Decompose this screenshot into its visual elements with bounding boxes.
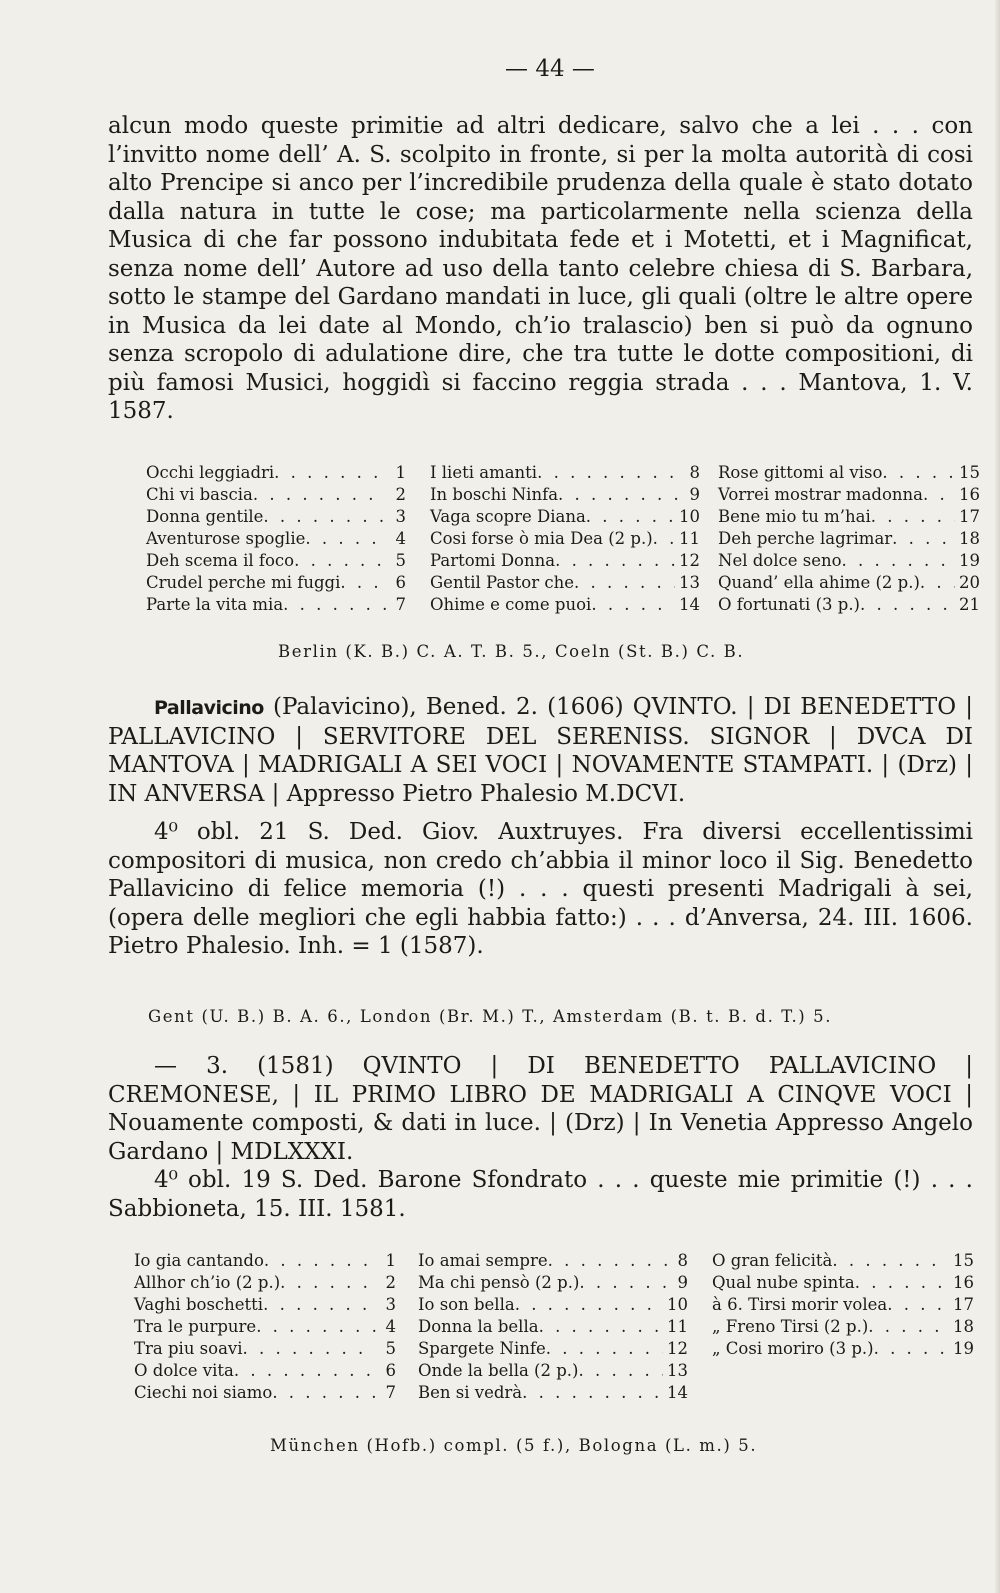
piece-title: Nel dolce seno [718, 551, 842, 570]
leader-dots [539, 1316, 663, 1338]
piece-title: Occhi leggiadri [146, 463, 275, 482]
piece-title: Io gia cantando [134, 1251, 264, 1270]
leader-dots [537, 462, 680, 484]
piece-title: „ Freno Tirsi (2 p.) [712, 1317, 869, 1336]
title-transcription: (Palavicino), Bened. 2. (1606) QVINTO. | DI BENEDETTO | PALLAVICINO | SERVITORE DEL SERENISS. SIGNOR | DVCA DI MANTOVA | MADRIGALI A SEI VOCI | NOVAMENTE STAMPATI. | (Drz) | IN ANVERSA | Appresso Pietro Phalesio M.DCVI. [108, 694, 973, 807]
index-entry [718, 594, 980, 616]
leader-dots [558, 484, 680, 506]
index-entry [430, 572, 700, 594]
dedication-text: alcun modo queste primitie ad altri dedicare, salvo che a lei . . . con l’invitto nome dell’ A. S. scolpito in fronte, si per la molta autorità di cosi alto Prencipe si anco per l’incredibile prudenza della quale è stato dotato dalla natura in tutte le cose; ma particolarmente nella scienza della Musica di che far possono indubitata fede et i Motetti, et i Magnificat, senza nome dell’ Autore ad uso della tanto celebre chiesa di S. Barbara, sotto le stampe del Gardano mandati in luce, gli quali (oltre le altre opere in Musica da lei date al Mondo, ch’io tralascio) ben si può da ognuno senza scropolo di adulatione dire, che tra tutte le dotte compositioni, di più famosi Musici, hoggidì si faccino reggia strada . . . Mantova, 1. V. 1587. [108, 113, 973, 424]
piece-number: 19 [953, 1339, 974, 1358]
piece-title: Onde la bella (2 p.) [418, 1361, 579, 1380]
index-column-1 [134, 1250, 396, 1404]
leader-dots [305, 528, 386, 550]
leader-dots [887, 1294, 949, 1316]
piece-title: Vaghi boschetti [134, 1295, 264, 1314]
index-column-2 [430, 462, 700, 616]
piece-number: 16 [959, 485, 980, 504]
piece-number: 15 [953, 1251, 974, 1270]
leader-dots [860, 594, 955, 616]
index-entry [418, 1316, 688, 1338]
leader-dots [253, 484, 386, 506]
leader-dots [871, 506, 955, 528]
piece-title: Deh perche lagrimar [718, 529, 893, 548]
leader-dots [920, 572, 955, 594]
piece-number: 13 [667, 1361, 688, 1380]
leader-dots [555, 550, 675, 572]
index-entry [146, 528, 406, 550]
entry-heading [108, 693, 973, 808]
index-entry [712, 1338, 974, 1360]
piece-number: 15 [959, 463, 980, 482]
piece-number: 4 [385, 1317, 396, 1336]
index-entry [418, 1272, 688, 1294]
piece-title: Aventurose spoglie [146, 529, 306, 548]
piece-number: 12 [679, 551, 700, 570]
leader-dots [264, 1250, 376, 1272]
index-entry [134, 1272, 396, 1294]
leader-dots [522, 1382, 663, 1404]
leader-dots [586, 506, 675, 528]
piece-number: 14 [667, 1383, 688, 1402]
index-entry [430, 484, 700, 506]
leader-dots [591, 594, 675, 616]
index-entry [418, 1250, 688, 1272]
index-entry [430, 550, 700, 572]
piece-number: 2 [395, 485, 406, 504]
leader-dots [574, 572, 675, 594]
piece-title: Quand’ ella ahime (2 p.) [718, 573, 920, 592]
piece-title: Bene mio tu m’hai [718, 507, 871, 526]
piece-number: 9 [689, 485, 700, 504]
piece-number: 14 [679, 595, 700, 614]
piece-title: O gran felicità [712, 1251, 833, 1270]
index-entry [418, 1294, 688, 1316]
index-column-3 [712, 1250, 974, 1360]
leader-dots [842, 550, 955, 572]
leader-dots [263, 506, 386, 528]
leader-dots [274, 462, 386, 484]
index-entry [718, 550, 980, 572]
piece-number: 17 [953, 1295, 974, 1314]
piece-number: 18 [959, 529, 980, 548]
index-entry [134, 1338, 396, 1360]
piece-number: 1 [395, 463, 406, 482]
piece-number: 13 [679, 573, 700, 592]
index-column-1 [146, 462, 406, 616]
leader-dots [272, 1382, 376, 1404]
piece-number: 9 [677, 1273, 688, 1292]
piece-title: O fortunati (3 p.) [718, 595, 860, 614]
index-entry [718, 484, 980, 506]
piece-number: 10 [679, 507, 700, 526]
entry-description: 4⁰ obl. 21 S. Ded. Giov. Auxtruyes. Fra diversi eccellentissimi compositori di musica, non credo ch’abbia il minor loco il Sig. Benedetto Pallavicino di felice memoria (!) . . . questi presenti Madrigali à sei, (opera delle megliori che egli habbia fatto:) . . . d’Anversa, 24. III. 1606. Pietro Phalesio. Inh. = 1 (1587). [108, 819, 973, 959]
leader-dots [855, 1272, 949, 1294]
leader-dots [515, 1294, 663, 1316]
index-entry [134, 1382, 396, 1404]
leader-dots [832, 1250, 949, 1272]
index-entry [712, 1250, 974, 1272]
leader-dots [579, 1272, 668, 1294]
index-column-3 [718, 462, 980, 616]
piece-number: 11 [679, 529, 700, 548]
piece-title: Donna la bella [418, 1317, 539, 1336]
index-entry [146, 594, 406, 616]
piece-number: 6 [385, 1361, 396, 1380]
index-entry [712, 1316, 974, 1338]
leader-dots [294, 550, 386, 572]
index-entry [134, 1360, 396, 1382]
piece-number: 5 [395, 551, 406, 570]
leader-dots [653, 528, 675, 550]
leader-dots [548, 1250, 668, 1272]
index-entry [146, 506, 406, 528]
piece-number: 7 [395, 595, 406, 614]
piece-title: O dolce vita [134, 1361, 234, 1380]
piece-title: Ma chi pensò (2 p.) [418, 1273, 580, 1292]
piece-number: 5 [385, 1339, 396, 1358]
piece-title: Crudel perche mi fuggi [146, 573, 341, 592]
index-column-2 [418, 1250, 688, 1404]
dedication-continuation [108, 112, 973, 426]
piece-number: 21 [959, 595, 980, 614]
leader-dots [263, 1294, 376, 1316]
entry-pallavicino-1606 [108, 693, 973, 961]
piece-title: Vorrei mostrar madonna [718, 485, 924, 504]
index-entry [718, 572, 980, 594]
piece-title: Io son bella [418, 1295, 515, 1314]
leader-dots [874, 1338, 949, 1360]
author-name: Pallavicino [154, 697, 264, 719]
leader-dots [234, 1360, 376, 1382]
index-entry [146, 550, 406, 572]
index-entry [418, 1338, 688, 1360]
leader-dots [892, 528, 955, 550]
piece-number: 3 [395, 507, 406, 526]
index-entry [430, 528, 700, 550]
piece-number: 19 [959, 551, 980, 570]
piece-title: Ciechi noi siamo [134, 1383, 273, 1402]
index-entry [418, 1360, 688, 1382]
piece-title: „ Cosi moriro (3 p.) [712, 1339, 874, 1358]
piece-title: Donna gentile [146, 507, 264, 526]
piece-title: Rose gittomi al viso [718, 463, 883, 482]
piece-number: 2 [385, 1273, 396, 1292]
index-entry [146, 484, 406, 506]
piece-title: Ohime e come puoi [430, 595, 592, 614]
piece-title: Io amai sempre [418, 1251, 548, 1270]
piece-title: Chi vi bascia [146, 485, 253, 504]
index-entry [134, 1316, 396, 1338]
index-entry [718, 462, 980, 484]
entry-description: 4⁰ obl. 19 S. Ded. Barone Sfondrato . . . queste mie primitie (!) . . . Sabbioneta, 15. III. 1581. [108, 1167, 973, 1222]
piece-title: In boschi Ninfa [430, 485, 559, 504]
index-entry [718, 528, 980, 550]
index-entry [712, 1272, 974, 1294]
piece-title: Cosi forse ò mia Dea (2 p.) [430, 529, 653, 548]
entry-heading: — 3. (1581) QVINTO | DI BENEDETTO PALLAVICINO | CREMONESE, | IL PRIMO LIBRO DE MADRIGALI A CINQVE VOCI | Nouamente composti, & dati in luce. | (Drz) | In Venetia Appresso Angelo Gardano | MDLXXXI. [108, 1053, 973, 1165]
piece-number: 18 [953, 1317, 974, 1336]
piece-number: 8 [689, 463, 700, 482]
piece-title: Gentil Pastor che [430, 573, 574, 592]
index-entry [430, 462, 700, 484]
entry-pallavicino-1581 [108, 1052, 973, 1223]
library-sources: München (Hofb.) compl. (5 f.), Bologna (L. m.) 5. [270, 1436, 758, 1455]
page-number: — 44 — [505, 56, 595, 82]
piece-number: 4 [395, 529, 406, 548]
leader-dots [578, 1360, 663, 1382]
piece-number: 12 [667, 1339, 688, 1358]
page-edge-shadow [994, 0, 1000, 1593]
index-entry [712, 1294, 974, 1316]
index-entry [146, 462, 406, 484]
library-sources: Berlin (K. B.) C. A. T. B. 5., Coeln (St. B.) C. B. [278, 642, 745, 661]
index-entry [418, 1382, 688, 1404]
leader-dots [280, 1272, 376, 1294]
piece-title: à 6. Tirsi morir volea [712, 1295, 888, 1314]
leader-dots [256, 1316, 376, 1338]
piece-number: 7 [385, 1383, 396, 1402]
piece-title: Tra piu soavi [134, 1339, 243, 1358]
index-entry [430, 506, 700, 528]
index-entry [430, 594, 700, 616]
piece-number: 11 [667, 1317, 688, 1336]
piece-number: 8 [677, 1251, 688, 1270]
piece-title: Vaga scopre Diana [430, 507, 586, 526]
piece-number: 17 [959, 507, 980, 526]
piece-number: 3 [385, 1295, 396, 1314]
piece-title: Spargete Ninfe [418, 1339, 546, 1358]
piece-title: Ben si vedrà [418, 1383, 523, 1402]
leader-dots [882, 462, 955, 484]
piece-number: 6 [395, 573, 406, 592]
piece-number: 1 [385, 1251, 396, 1270]
piece-number: 10 [667, 1295, 688, 1314]
index-entry [134, 1294, 396, 1316]
piece-title: Qual nube spinta [712, 1273, 855, 1292]
piece-title: Tra le purpure [134, 1317, 257, 1336]
piece-title: Deh scema il foco [146, 551, 295, 570]
piece-number: 20 [959, 573, 980, 592]
piece-title: Allhor ch’io (2 p.) [134, 1273, 281, 1292]
index-entry [146, 572, 406, 594]
piece-title: I lieti amanti [430, 463, 538, 482]
leader-dots [546, 1338, 663, 1360]
leader-dots [868, 1316, 949, 1338]
piece-number: 16 [953, 1273, 974, 1292]
index-entry [718, 506, 980, 528]
leader-dots [243, 1338, 376, 1360]
piece-title: Partomi Donna [430, 551, 556, 570]
index-entry [134, 1250, 396, 1272]
library-sources: Gent (U. B.) B. A. 6., London (Br. M.) T., Amsterdam (B. t. B. d. T.) 5. [148, 1007, 833, 1026]
leader-dots [340, 572, 386, 594]
piece-title: Parte la vita mia [146, 595, 284, 614]
leader-dots [923, 484, 955, 506]
leader-dots [283, 594, 386, 616]
